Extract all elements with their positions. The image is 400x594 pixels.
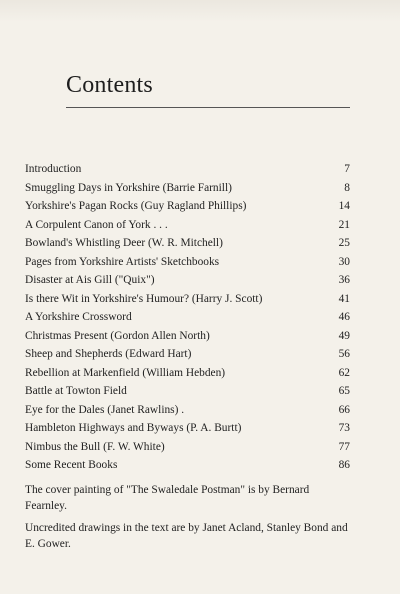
toc-entry [25, 419, 350, 438]
contents-list [25, 160, 350, 475]
toc-entry [25, 345, 350, 364]
toc-entry-page: 30 [338, 255, 350, 268]
toc-entry [25, 179, 350, 198]
toc-entry [25, 456, 350, 475]
toc-entry [25, 160, 350, 179]
toc-entry-page: 21 [338, 218, 350, 231]
toc-entry-page: 49 [338, 329, 350, 342]
toc-entry-title: Battle at Towton Field [25, 385, 127, 397]
toc-entry-page: 62 [338, 366, 350, 379]
toc-entry [25, 438, 350, 457]
top-edge-bleed [0, 0, 400, 22]
toc-entry-title: Christmas Present (Gordon Allen North) [25, 329, 210, 342]
toc-entry-page: 14 [338, 200, 350, 212]
toc-entry [25, 216, 350, 235]
toc-entry-title: Some Recent Books [25, 459, 118, 471]
toc-entry-title: Eye for the Dales (Janet Rawlins) . [25, 403, 185, 416]
toc-entry-page: 46 [338, 311, 350, 323]
cover-credit-note: The cover painting of "The Swaledale Postman" is by Bernard Fearnley. [25, 484, 310, 512]
toc-entry [25, 290, 350, 309]
toc-entry-title: A Corpulent Canon of York . . . [25, 218, 168, 231]
toc-entry [25, 197, 350, 216]
toc-entry-title: Sheep and Shepherds (Edward Hart) [25, 348, 192, 360]
drawings-credit-note: Uncredited drawings in the text are by Janet Acland, Stanley Bond and E. Gower. [25, 522, 348, 550]
toc-entry-title: Smuggling Days in Yorkshire (Barrie Farnill) [25, 181, 232, 194]
toc-entry-page: 41 [338, 292, 350, 305]
toc-entry-title: Pages from Yorkshire Artists' Sketchbooks [25, 255, 220, 268]
toc-entry [25, 327, 350, 346]
toc-entry-page: 86 [338, 459, 350, 471]
toc-entry-page: 56 [338, 348, 350, 360]
page-title: Contents [66, 72, 153, 98]
toc-entry-title: A Yorkshire Crossword [25, 311, 132, 323]
toc-entry-page: 77 [338, 440, 350, 453]
toc-entry-page: 65 [338, 385, 350, 397]
toc-entry [25, 364, 350, 383]
toc-entry [25, 271, 350, 290]
toc-entry-title: Nimbus the Bull (F. W. White) [25, 440, 165, 453]
toc-entry-page: 8 [344, 181, 350, 194]
toc-entry [25, 382, 350, 401]
toc-entry-page: 73 [338, 422, 350, 434]
toc-entry-title: Rebellion at Markenfield (William Hebden) [25, 366, 226, 379]
toc-entry-title: Disaster at Ais Gill ("Quix") [25, 274, 155, 286]
toc-entry-title: Is there Wit in Yorkshire's Humour? (Harry J. Scott) [25, 292, 263, 305]
toc-entry [25, 401, 350, 420]
toc-entry-title: Bowland's Whistling Deer (W. R. Mitchell) [25, 237, 223, 249]
toc-entry-page: 66 [338, 403, 350, 416]
toc-entry [25, 253, 350, 272]
toc-entry-page: 25 [338, 237, 350, 249]
toc-entry-page: 36 [338, 274, 350, 286]
title-rule [66, 107, 350, 108]
toc-entry-title: Introduction [25, 163, 82, 175]
toc-entry [25, 234, 350, 253]
toc-entry-page: 7 [344, 163, 350, 175]
toc-entry-title: Yorkshire's Pagan Rocks (Guy Ragland Phillips) [25, 200, 247, 212]
toc-entry-title: Hambleton Highways and Byways (P. A. Burtt) [25, 422, 242, 434]
toc-entry [25, 308, 350, 327]
